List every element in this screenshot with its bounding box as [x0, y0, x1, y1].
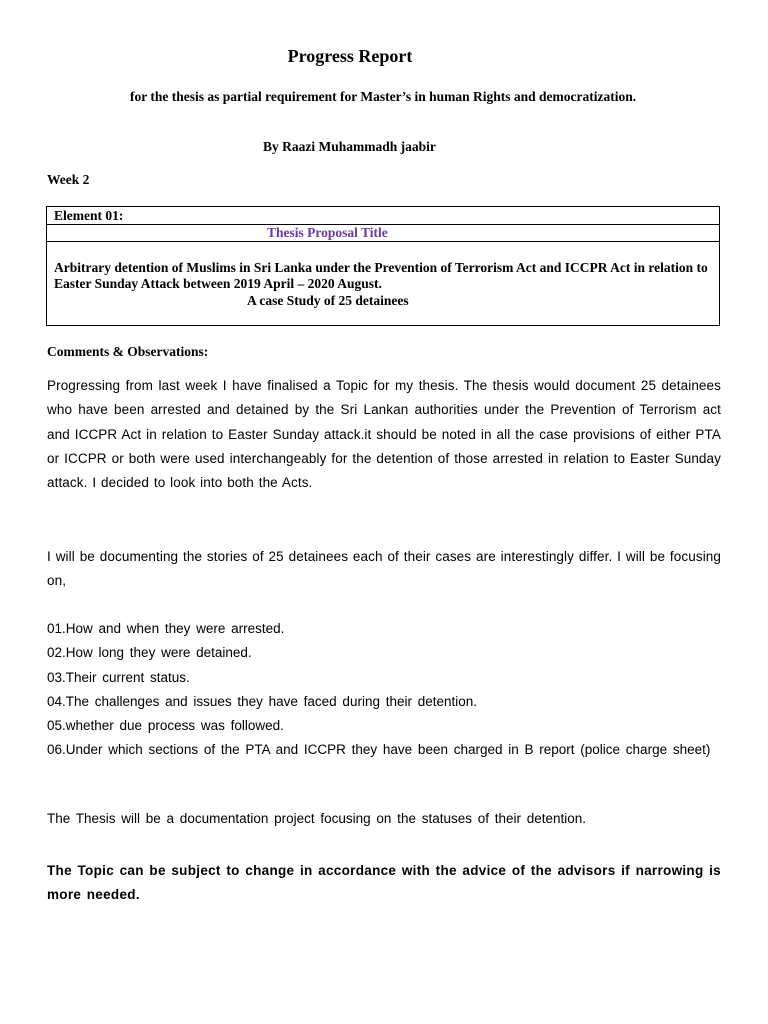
element-table — [46, 206, 720, 326]
page-title: Progress Report — [287, 46, 413, 66]
proposal-subtitle: A case Study of 25 detainees — [247, 293, 409, 308]
table-divider — [47, 241, 719, 242]
proposal-title-label: Thesis Proposal Title — [267, 225, 388, 240]
topic-change-note: The Topic can be subject to change in accordance with the advice of the advisors if narrowing is more needed. — [47, 863, 721, 903]
element-label: Element 01: — [54, 208, 124, 223]
author-line: By Raazi Muhammadh jaabir — [263, 139, 436, 154]
list-item: 06.Under which sections of the PTA and ICCPR they have been charged in B report (police charge sheet) — [47, 742, 711, 758]
list-item: 02.How long they were detained. — [47, 645, 252, 661]
proposal-title-text: Arbitrary detention of Muslims in Sri Lanka under the Prevention of Terrorism Act and ICCPR Act in relation to Easter Sunday Attack between 2019 April – 2020 August. — [54, 260, 708, 291]
comments-paragraph: I will be documenting the stories of 25 detainees each of their cases are interestingly differ. I will be focusing on, — [47, 549, 722, 589]
list-item: 04.The challenges and issues they have faced during their detention. — [47, 693, 478, 709]
comments-heading: Comments & Observations: — [47, 344, 209, 359]
comments-paragraph: Progressing from last week I have finalised a Topic for my thesis. The thesis would document 25 detainees who have been arrested and detained by the Sri Lankan authorities under the Prevention of Terrorism act and ICCPR Act in relation to Easter Sunday attack.it should be noted in all the case provisions of either PTA or ICCPR or both were used interchangeably for the detention of those arrested in relation to Easter Sunday attack. I decided to look into both the Acts. — [47, 378, 721, 491]
focus-list — [47, 617, 721, 763]
list-item: 03.Their current status. — [47, 669, 190, 685]
report-subtitle: for the thesis as partial requirement for Master’s in human Rights and democratization. — [130, 89, 637, 104]
list-item: 01.How and when they were arrested. — [47, 621, 285, 636]
list-item: 05.whether due process was followed. — [47, 718, 284, 734]
week-label: Week 2 — [47, 172, 90, 187]
thesis-note: The Thesis will be a documentation project focusing on the statuses of their detention. — [47, 811, 587, 826]
